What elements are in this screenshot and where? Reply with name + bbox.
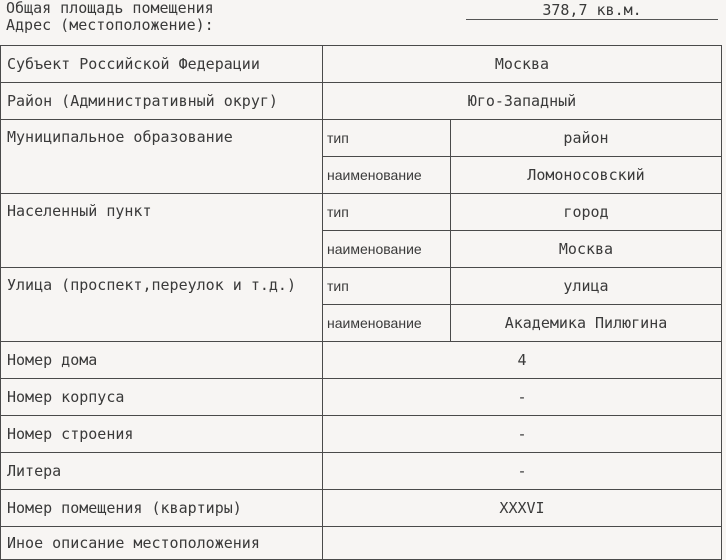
table-row (1, 194, 722, 231)
row-value: Академика Пилюгина (451, 305, 722, 342)
table-row (1, 379, 722, 416)
table-row (1, 46, 722, 83)
row-label: Населенный пункт (1, 194, 323, 268)
table-row (1, 83, 722, 120)
row-value: Москва (451, 231, 722, 268)
sub-label-type: тип (323, 194, 451, 231)
row-value: XXXVI (323, 490, 722, 527)
table-row (1, 120, 722, 157)
area-value: 378,7 кв.м. (466, 2, 718, 20)
row-label: Номер корпуса (1, 379, 323, 416)
document-header (6, 0, 214, 34)
row-label: Номер дома (1, 342, 323, 379)
row-value: район (451, 120, 722, 157)
row-value: Ломоносовский (451, 157, 722, 194)
row-value: улица (451, 268, 722, 305)
sub-label-name: наименование (323, 231, 451, 268)
table-row (1, 268, 722, 305)
row-value (323, 527, 722, 560)
row-label: Номер строения (1, 416, 323, 453)
row-value: 4 (323, 342, 722, 379)
address-label: Адрес (местоположение): (6, 16, 214, 34)
row-label: Литера (1, 453, 323, 490)
table-row (1, 527, 722, 560)
sub-label-type: тип (323, 268, 451, 305)
row-value: город (451, 194, 722, 231)
row-label: Номер помещения (квартиры) (1, 490, 323, 527)
table-row (1, 416, 722, 453)
row-value: Москва (323, 46, 722, 83)
row-label: Улица (проспект,переулок и т.д.) (1, 268, 323, 342)
sub-label-name: наименование (323, 305, 451, 342)
table-row (1, 490, 722, 527)
sub-label-type: тип (323, 120, 451, 157)
row-label: Район (Административный округ) (1, 83, 323, 120)
area-label: Общая площадь помещения (6, 0, 214, 17)
row-value: Юго-Западный (323, 83, 722, 120)
address-table (0, 45, 722, 560)
table-row (1, 453, 722, 490)
row-label: Субъект Российской Федерации (1, 46, 323, 83)
table-row (1, 342, 722, 379)
row-label: Иное описание местоположения (1, 527, 323, 560)
sub-label-name: наименование (323, 157, 451, 194)
row-value: - (323, 416, 722, 453)
row-label: Муниципальное образование (1, 120, 323, 194)
row-value: - (323, 379, 722, 416)
row-value: - (323, 453, 722, 490)
